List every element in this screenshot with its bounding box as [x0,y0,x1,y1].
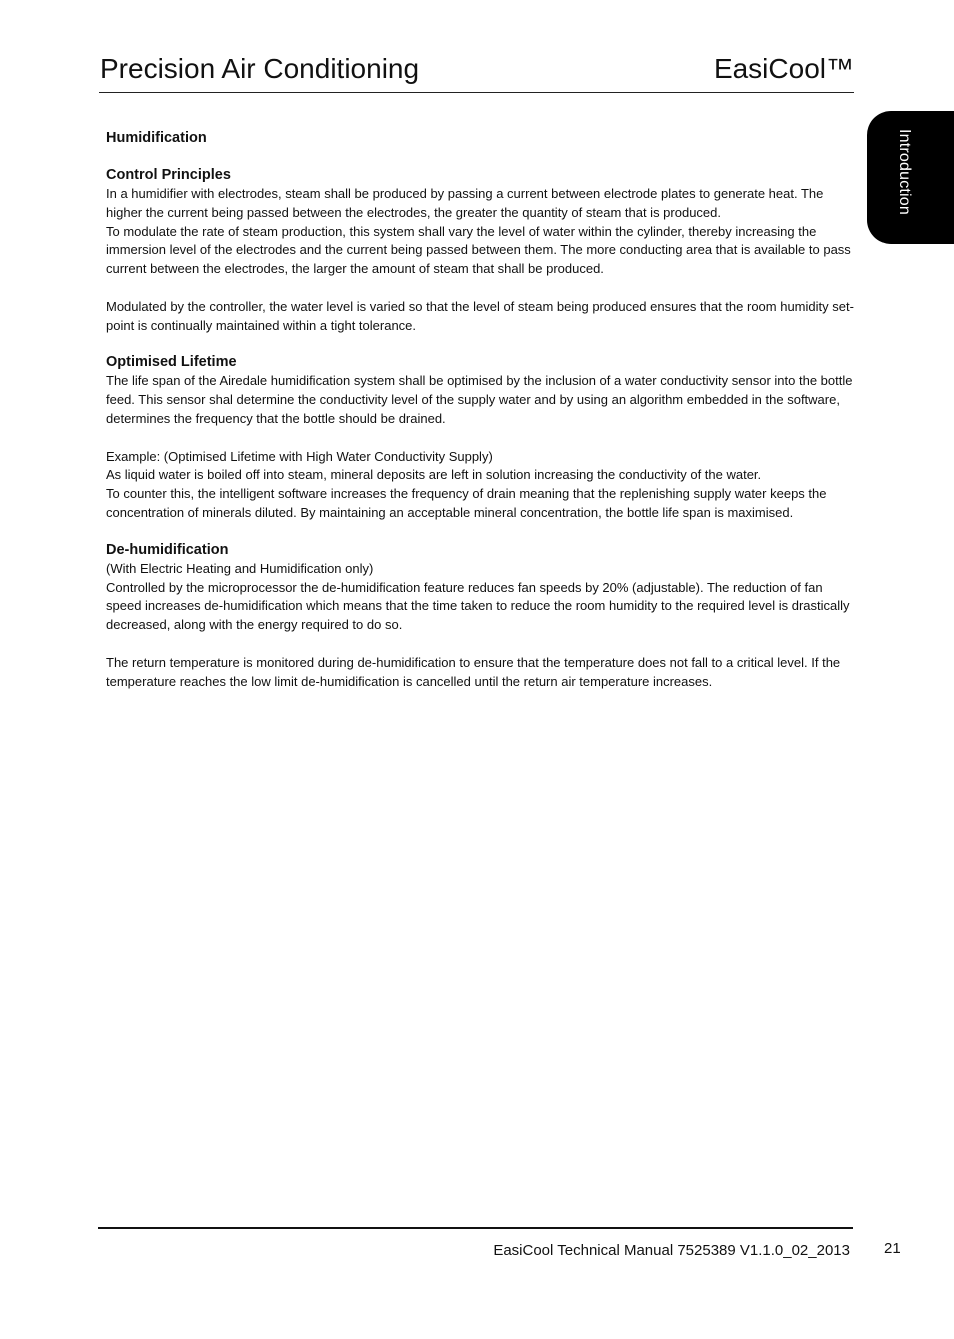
paragraph: (With Electric Heating and Humidification only) [106,560,374,576]
page-header-product: EasiCool™ [713,53,854,84]
paragraph: In a humidifier with electrodes, steam shall be produced by passing a current between electrode plates to generate heat. The higher the current being passed between the electrodes, the greater the quantity of steam that is produced. [106,186,824,220]
paragraph: As liquid water is boiled off into steam, mineral deposits are left in solution increasing the conductivity of the water. [106,467,762,483]
paragraph: To counter this, the intelligent software increases the frequency of drain meaning that the replenishing supply water keeps the concentration of minerals diluted. By maintaining an acceptable mineral concentration, the bottle life span is maximised. [106,486,827,520]
paragraph: Example: (Optimised Lifetime with High Water Conductivity Supply) [106,448,493,464]
paragraph: The return temperature is monitored during de-humidification to ensure that the temperature does not fall to a critical level. If the temperature reaches the low limit de-humidification is cancelled until the return air temperature increases. [106,654,841,689]
header-divider [99,92,854,93]
paragraph: Controlled by the microprocessor the de-humidification feature reduces fan speeds by 20% (adjustable). The reduction of fan speed increases de-humidification which means that the time taken to reduce the room humidity to the required level is drastically decreased, along with the energy required to do so. [106,579,850,633]
page-number: 21 [884,1240,901,1257]
main-content [106,129,858,691]
subsection-title-optimised-lifetime: Optimised Lifetime [106,354,237,371]
section-tab-label: Introduction [896,129,913,216]
footer-manual-reference: EasiCool Technical Manual 7525389 V1.1.0_02_2013 [493,1242,850,1259]
page-header-title: Precision Air Conditioning [100,53,420,84]
paragraph: Modulated by the controller, the water level is varied so that the level of steam being produced ensures that the room humidity set-point is continually maintained within a tight tolerance. [106,298,854,333]
paragraph: To modulate the rate of steam production, this system shall vary the level of water within the cylinder, thereby increasing the immersion level of the electrodes and the current being passed between them. The more conducting area that is available to pass current between the electrodes, the larger the amount of steam that shall be produced. [106,223,851,277]
footer-divider [98,1227,853,1229]
subsection-title-de-humidification: De-humidification [106,541,229,558]
section-heading: Humidification [106,130,207,146]
subsection-title-control-principles: Control Principles [106,167,231,183]
paragraph: The life span of the Airedale humidification system shall be optimised by the inclusion of a water conductivity sensor into the bottle feed. This sensor shal determine the conductivity level of the supply water and by using an algorithm embedded in the software, determines the frequency that the bottle should be drained. [106,373,853,426]
